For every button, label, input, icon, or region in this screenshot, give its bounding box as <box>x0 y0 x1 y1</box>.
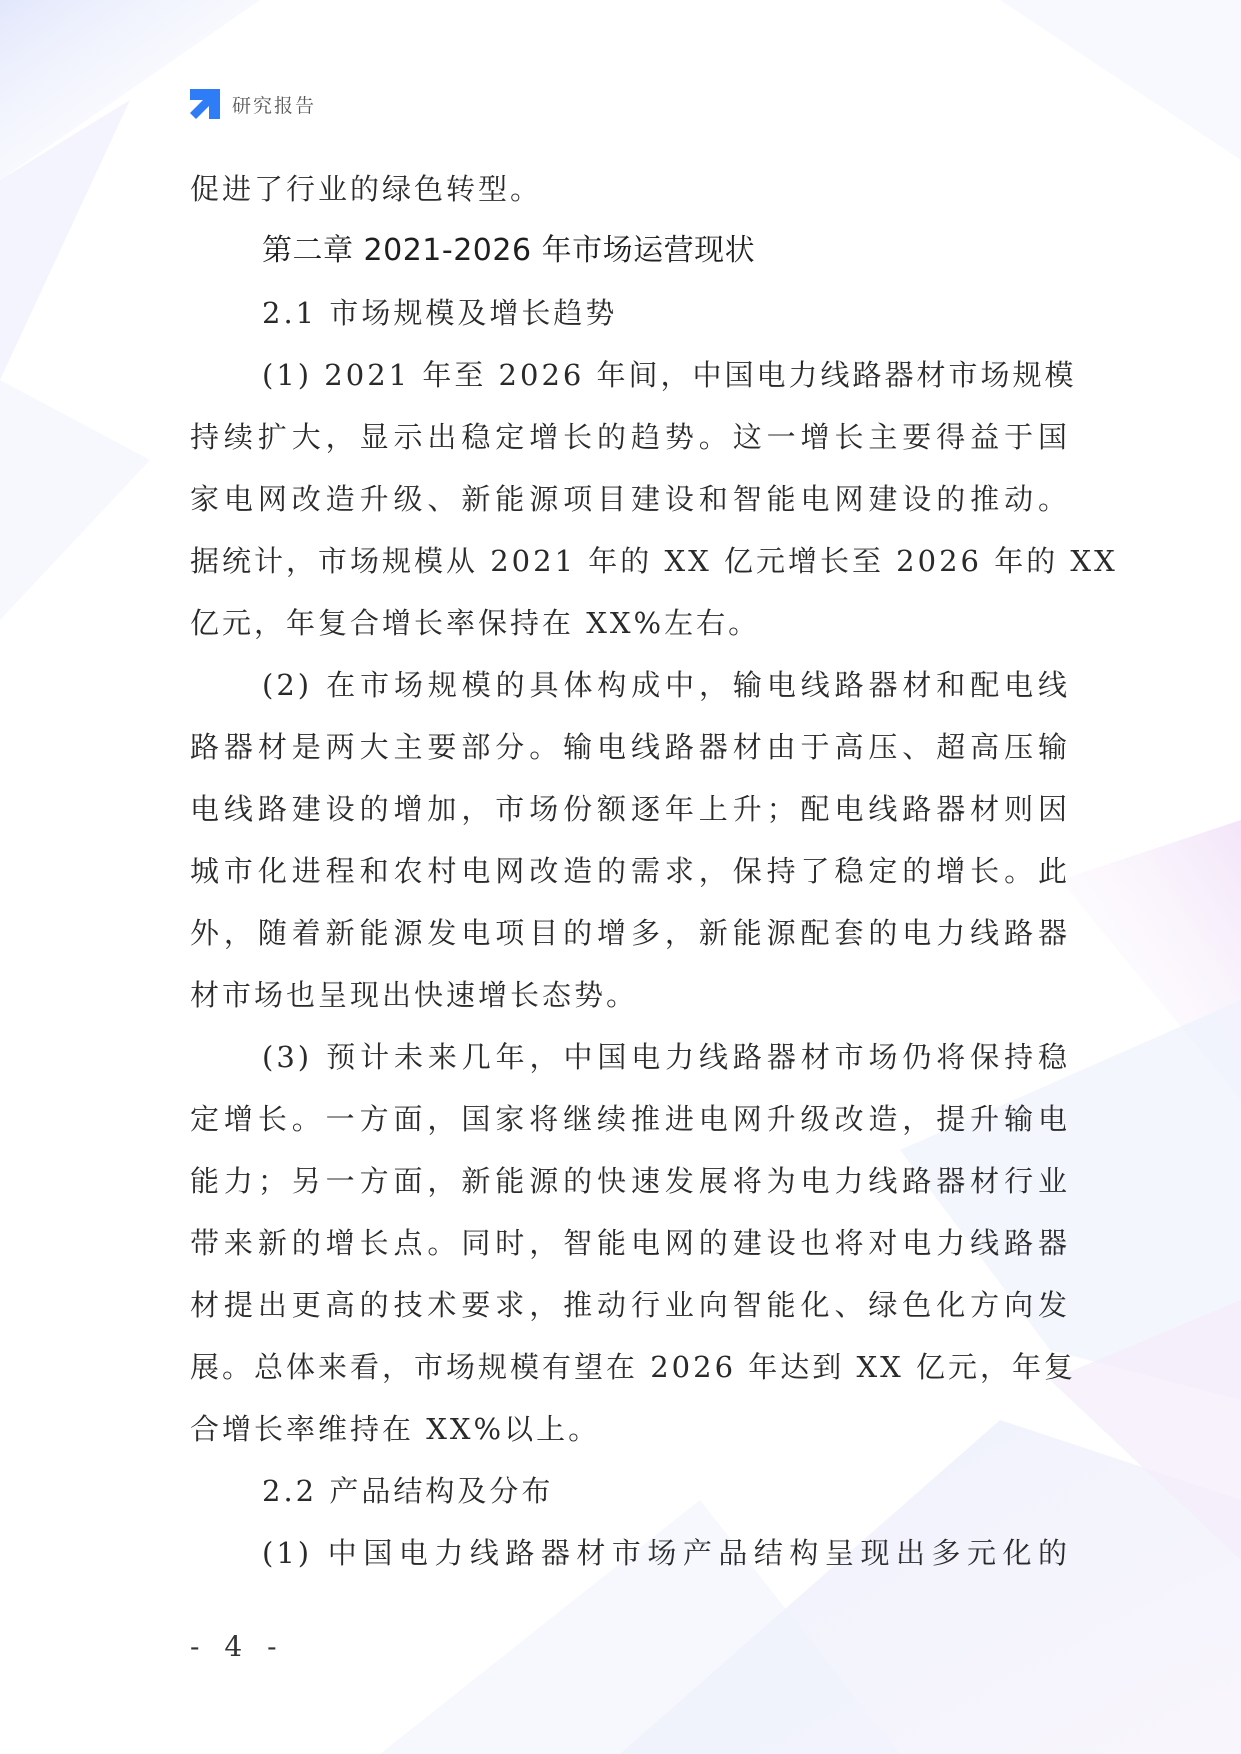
header-title: 研究报告 <box>232 94 317 117</box>
text-line: 材提出更高的技术要求，推动行业向智能化、绿色化方向发 <box>190 1288 1070 1322</box>
text-line: (1) 中国电力线路器材市场产品结构呈现出多元化的 <box>262 1536 1070 1570</box>
text-line: 家电网改造升级、新能源项目建设和智能电网建设的推动。 <box>190 482 1070 516</box>
arrow-logo-icon <box>188 87 222 121</box>
text-line: (1) 2021 年至 2026 年间，中国电力线路器材市场规模 <box>262 358 1077 392</box>
text-line: 定增长。一方面，国家将继续推进电网升级改造，提升输电 <box>190 1102 1070 1136</box>
text-line: 展。总体来看，市场规模有望在 2026 年达到 XX 亿元，年复 <box>190 1350 1076 1384</box>
chapter-heading: 第二章 2021-2026 年市场运营现状 <box>262 233 756 268</box>
text-line: (3) 预计未来几年，中国电力线路器材市场仍将保持稳 <box>262 1040 1070 1074</box>
text-line: 亿元，年复合增长率保持在 XX%左右。 <box>190 606 761 640</box>
text-line: 带来新的增长点。同时，智能电网的建设也将对电力线路器 <box>190 1226 1070 1260</box>
page-number: - 4 - <box>190 1630 285 1663</box>
text-line: 促进了行业的绿色转型。 <box>190 172 543 206</box>
text-line: 路器材是两大主要部分。输电线路器材由于高压、超高压输 <box>190 730 1070 764</box>
text-line: (2) 在市场规模的具体构成中，输电线路器材和配电线 <box>262 668 1070 702</box>
text-line: 材市场也呈现出快速增长态势。 <box>190 978 639 1012</box>
text-line: 持续扩大，显示出稳定增长的趋势。这一增长主要得益于国 <box>190 420 1070 454</box>
section-heading: 2.1 市场规模及增长趋势 <box>262 296 618 330</box>
page-header <box>188 86 316 122</box>
text-line: 合增长率维持在 XX%以上。 <box>190 1412 601 1446</box>
text-line: 据统计，市场规模从 2021 年的 XX 亿元增长至 2026 年的 XX <box>190 544 1118 578</box>
section-heading: 2.2 产品结构及分布 <box>262 1474 554 1508</box>
document-body <box>190 158 1118 1584</box>
text-line: 能力；另一方面，新能源的快速发展将为电力线路器材行业 <box>190 1164 1070 1198</box>
text-line: 城市化进程和农村电网改造的需求，保持了稳定的增长。此 <box>190 854 1070 888</box>
text-line: 电线路建设的增加，市场份额逐年上升；配电线路器材则因 <box>190 792 1070 826</box>
text-line: 外，随着新能源发电项目的增多，新能源配套的电力线路器 <box>190 916 1070 950</box>
